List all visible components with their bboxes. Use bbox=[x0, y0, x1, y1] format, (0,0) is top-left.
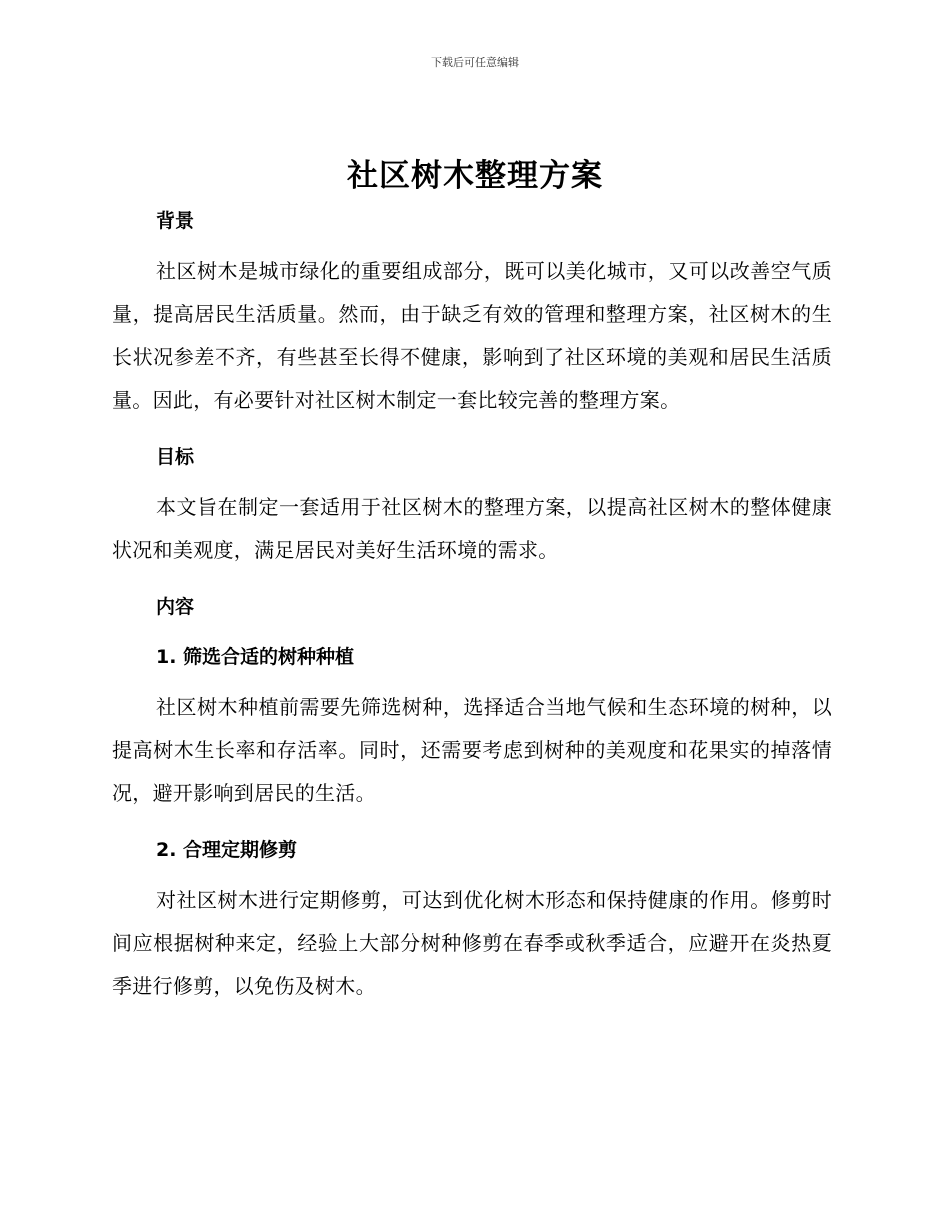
section-heading: 目标 bbox=[156, 446, 195, 468]
section-paragraph: 本文旨在制定一套适用于社区树木的整理方案，以提高社区树木的整体健康状况和美观度，满足居民对美好生活环境的需求。 bbox=[112, 495, 832, 562]
section-heading: 2. 合理定期修剪 bbox=[156, 839, 298, 861]
section-heading: 内容 bbox=[156, 596, 195, 618]
section-item-2 bbox=[112, 829, 832, 1008]
section-paragraph: 对社区树木进行定期修剪，可达到优化树木形态和保持健康的作用。修剪时间应根据树种来定，经验上大部分树种修剪在春季或秋季适合，应避开在炎热夏季进行修剪，以免伤及树木。 bbox=[112, 888, 832, 998]
section-paragraph: 社区树木种植前需要先筛选树种，选择适合当地气候和生态环境的树种，以提高树木生长率和存活率。同时，还需要考虑到树种的美观度和花果实的掉落情况，避开影响到居民的生活。 bbox=[112, 695, 832, 805]
section-heading: 背景 bbox=[156, 210, 195, 232]
section-heading: 1. 筛选合适的树种种植 bbox=[156, 646, 355, 668]
section-background bbox=[112, 200, 832, 422]
section-item-1 bbox=[112, 636, 832, 815]
document-title: 社区树木整理方案 bbox=[347, 158, 603, 194]
section-content bbox=[112, 586, 832, 628]
section-paragraph: 社区树木是城市绿化的重要组成部分，既可以美化城市，又可以改善空气质量，提高居民生活质量。然而，由于缺乏有效的管理和整理方案，社区树木的生长状况参差不齐，有些甚至长得不健康，影响到了社区环境的美观和居民生活质量。因此，有必要针对社区树木制定一套比较完善的整理方案。 bbox=[112, 259, 832, 412]
section-goal bbox=[112, 436, 832, 572]
header-note: 下载后可任意编辑 bbox=[431, 56, 519, 69]
document-body bbox=[112, 200, 832, 1022]
